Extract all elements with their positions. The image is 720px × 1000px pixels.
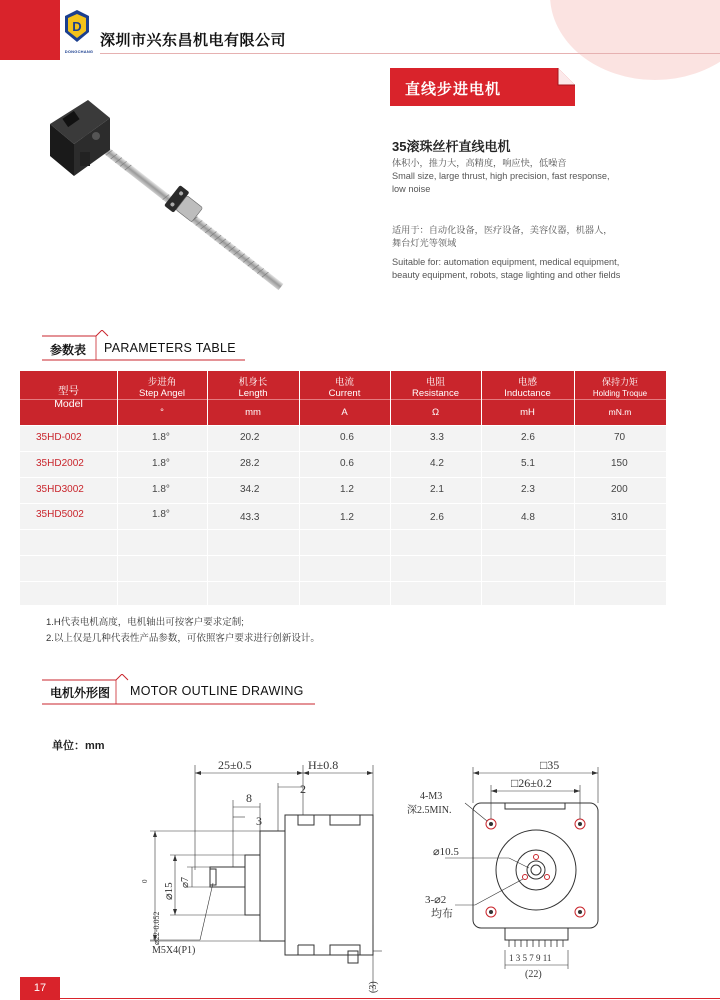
applications-cn-line1: 适用于：自动化设备，医疗设备，美容仪器，机器人，: [392, 225, 613, 235]
cell-torque: 70: [614, 432, 626, 443]
col-header-current: 电流 Current: [328, 377, 361, 399]
col-unit-holding-torque: mN.m: [608, 407, 632, 417]
cell-resistance: 2.1: [430, 484, 444, 495]
cell-current: 0.6: [340, 432, 354, 443]
dim-8: 8: [246, 791, 252, 805]
col-header-holding-torque: 保持力矩 Holding Troque: [592, 377, 648, 398]
company-name: 深圳市兴东昌机电有限公司: [100, 32, 287, 49]
front-view-drawing: [405, 755, 615, 995]
col-unit-length: mm: [245, 407, 261, 418]
dim-3: 3: [256, 814, 262, 828]
cell-current: 1.2: [340, 484, 354, 495]
dim-h: H±0.8: [308, 758, 339, 772]
dim-25: 25±0.5: [218, 758, 252, 772]
col-header-resistance: 电阻 Resistance: [412, 377, 459, 399]
pin-numbers: 1 3 5 7 9 11: [509, 953, 552, 963]
cell-model: 35HD3002: [36, 484, 84, 495]
cell-torque: 310: [611, 512, 628, 523]
logo-subtext: DONGCHANG: [64, 49, 94, 54]
cell-inductance: 2.6: [521, 432, 535, 443]
applications-en-line1: Suitable for: automation equipment, medical equipment,: [392, 257, 620, 267]
dim-35: □35: [540, 758, 560, 772]
dim-26: □26±0.2: [511, 776, 552, 790]
svg-text:D: D: [72, 19, 82, 34]
col-header-inductance: 电感 Inductance: [504, 377, 551, 399]
col-header-length: 机身长 Length: [238, 377, 268, 399]
cell-step-angle: 1.8°: [152, 484, 170, 495]
product-photo: [40, 90, 340, 315]
dim-holes: 3-⌀2: [425, 894, 447, 906]
brand-red-block: [0, 0, 60, 60]
col-unit-current: A: [341, 407, 348, 418]
features-en-line2: low noise: [392, 184, 431, 194]
dim-15: ⌀15: [163, 882, 175, 900]
cell-step-angle: 1.8°: [152, 458, 170, 469]
features-cn: 体积小，推力大，高精度，响应快，低噪音: [392, 158, 567, 168]
dim-22-upper: 0: [141, 879, 149, 883]
dim-m3: 4-M3: [420, 791, 443, 802]
cell-model: 35HD5002: [36, 509, 84, 520]
dim-3-bottom: (3): [368, 981, 379, 993]
cell-inductance: 2.3: [521, 484, 535, 495]
drawing-title-cn: 电机外形图: [50, 686, 111, 700]
dim-10-5: ⌀10.5: [433, 846, 459, 858]
cell-current: 0.6: [340, 458, 354, 469]
page-number: 17: [20, 977, 60, 1000]
cell-model: 35HD-002: [36, 432, 82, 443]
cell-torque: 200: [611, 484, 628, 495]
product-name: 35滚珠丝杆直线电机: [392, 139, 511, 154]
cell-inductance: 5.1: [521, 458, 535, 469]
corner-decoration: [550, 0, 720, 80]
dim-22-pins: (22): [525, 969, 542, 980]
note-line-2: 2.以上仅是几种代表性产品参数，可依照客户要求进行创新设计。: [46, 633, 320, 644]
applications-cn-line2: 舞台灯光等领域: [392, 238, 457, 248]
cell-resistance: 3.3: [430, 432, 444, 443]
header-divider: [100, 53, 720, 54]
cell-torque: 150: [611, 458, 628, 469]
col-unit-resistance: Ω: [431, 407, 440, 418]
cell-step-angle: 1.8°: [152, 432, 170, 443]
applications-en-line2: beauty equipment, robots, stage lighting and other fields: [392, 270, 621, 280]
dim-2: 2: [300, 782, 306, 796]
cell-resistance: 2.6: [430, 512, 444, 523]
footer-rule: [60, 998, 720, 999]
cell-step-angle: 1.8°: [152, 509, 170, 520]
cell-model: 35HD2002: [36, 458, 84, 469]
dim-depth: 深2.5MIN.: [407, 805, 452, 816]
col-header-step-angle: 步进角 Step Angel: [139, 377, 185, 399]
unit-label: 单位：mm: [52, 740, 105, 752]
col-unit-step-angle: °: [160, 407, 164, 418]
col-unit-inductance: mH: [520, 407, 535, 418]
note-line-1: 1.H代表电机高度，电机轴出可按客户要求定制;: [46, 617, 244, 628]
cell-length: 43.3: [240, 512, 260, 523]
drawing-title-en: MOTOR OUTLINE DRAWING: [130, 684, 304, 698]
cell-length: 34.2: [240, 484, 260, 495]
params-title-en: PARAMETERS TABLE: [104, 341, 236, 355]
cell-length: 28.2: [240, 458, 260, 469]
dim-22-bottom: ⌀22-0.052: [152, 911, 161, 945]
cell-current: 1.2: [340, 512, 354, 523]
dim-holes-even: 均布: [431, 908, 453, 920]
cell-inductance: 4.8: [521, 512, 535, 523]
category-title: 直线步进电机: [405, 81, 502, 98]
company-logo-icon: [62, 8, 92, 48]
features-en-line1: Small size, large thrust, high precision, fast response,: [392, 171, 610, 181]
col-header-model: 型号 Model: [54, 385, 83, 410]
params-title-cn: 参数表: [50, 343, 87, 357]
cell-length: 20.2: [240, 432, 260, 443]
dim-m5: M5X4(P1): [152, 945, 196, 956]
dim-7: ⌀7: [180, 876, 191, 888]
cell-resistance: 4.2: [430, 458, 444, 469]
side-view-drawing: [130, 755, 400, 995]
